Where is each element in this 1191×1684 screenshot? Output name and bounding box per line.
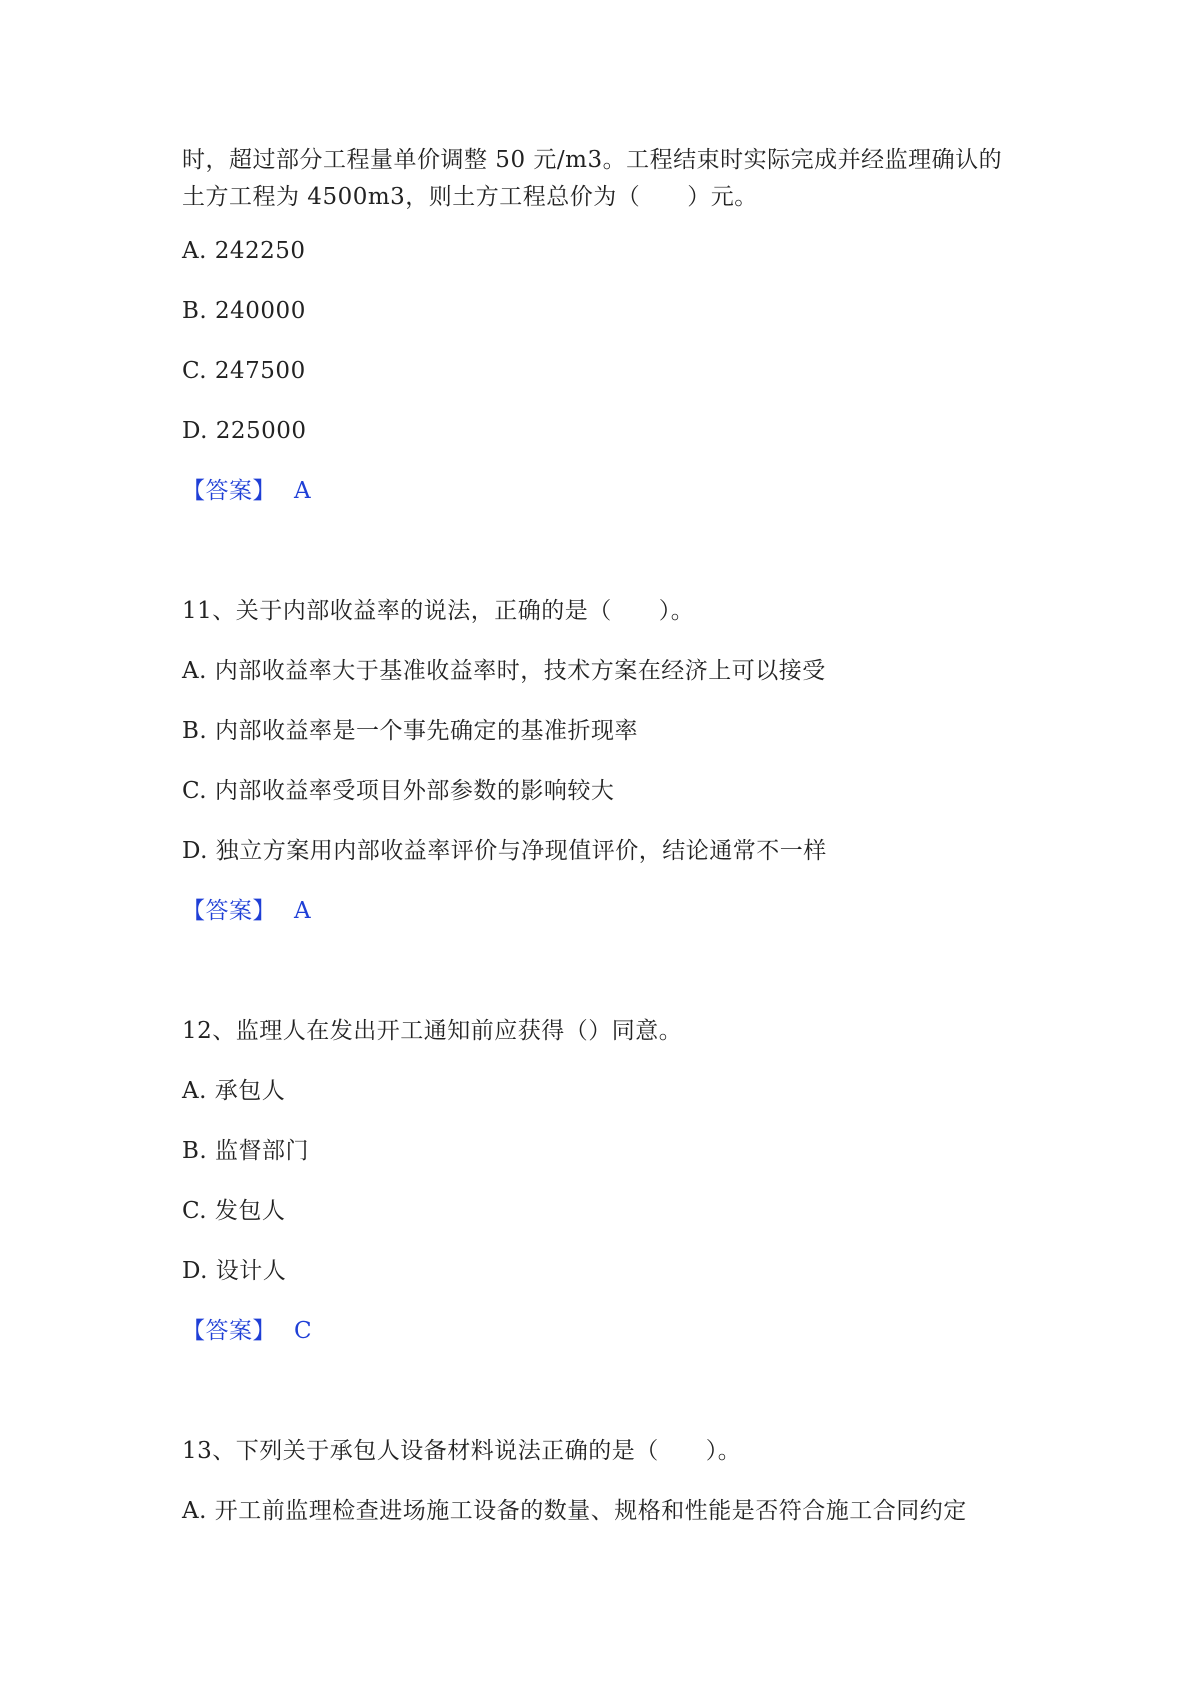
- q11-stem: 11、关于内部收益率的说法，正确的是（ ）。: [182, 598, 695, 624]
- q11-answer: [182, 896, 311, 926]
- q12-option-d: D. 设计人: [182, 1258, 287, 1284]
- q10-option-d: D. 225000: [182, 418, 307, 444]
- q11-option-d: D. 独立方案用内部收益率评价与净现值评价，结论通常不一样: [182, 838, 827, 864]
- answer-value: A: [294, 898, 312, 924]
- q12-stem: 12、监理人在发出开工通知前应获得（）同意。: [182, 1018, 683, 1044]
- q10-option-b: B. 240000: [182, 298, 306, 324]
- q12-option-c: C. 发包人: [182, 1198, 286, 1224]
- q12-option-a: A. 承包人: [182, 1078, 286, 1104]
- q10-option-c: C. 247500: [182, 358, 306, 384]
- q10-answer: [182, 476, 311, 506]
- q11-option-b: B. 内部收益率是一个事先确定的基准折现率: [182, 718, 639, 744]
- q10-stem-line1: 时，超过部分工程量单价调整 50 元/m3。工程结束时实际完成并经监理确认的: [182, 147, 1003, 173]
- q11-option-c: C. 内部收益率受项目外部参数的影响较大: [182, 778, 615, 804]
- q13-stem: 13、下列关于承包人设备材料说法正确的是（ ）。: [182, 1438, 742, 1464]
- answer-label: 【答案】: [182, 478, 276, 504]
- answer-value: C: [294, 1318, 313, 1344]
- q12-answer: [182, 1316, 312, 1346]
- q12-option-b: B. 监督部门: [182, 1138, 310, 1164]
- answer-label: 【答案】: [182, 898, 276, 924]
- answer-label: 【答案】: [182, 1318, 276, 1344]
- answer-value: A: [294, 478, 312, 504]
- q11-option-a: A. 内部收益率大于基准收益率时，技术方案在经济上可以接受: [182, 658, 826, 684]
- q13-option-a: A. 开工前监理检查进场施工设备的数量、规格和性能是否符合施工合同约定: [182, 1498, 967, 1524]
- q10-stem-line2: 土方工程为 4500m3，则土方工程总价为（ ）元。: [182, 184, 758, 210]
- q10-option-a: A. 242250: [182, 238, 306, 264]
